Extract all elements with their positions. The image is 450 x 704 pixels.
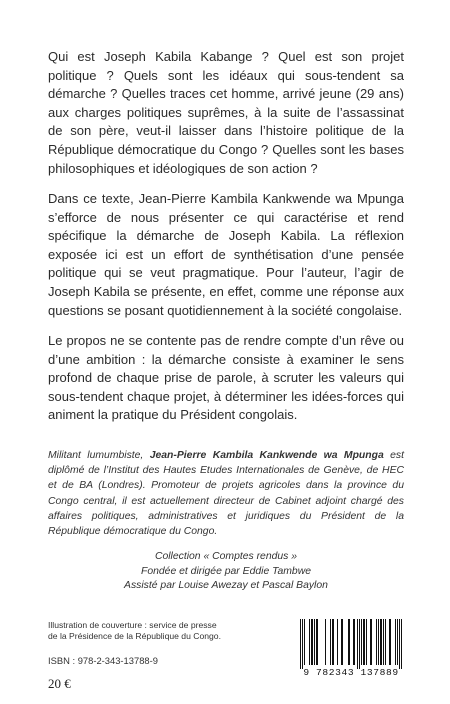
paragraph-approach: Le propos ne se contente pas de rendre compte d’un rêve ou d’une ambition : la démarche consiste à examiner le sens profond de chaque prise de parole, à scruter les valeurs qui sous-tendent chaque projet, à déterminer les idées-forces qui animent la pratique du Président congolais. — [48, 333, 404, 423]
collection-info — [48, 550, 404, 594]
barcode-bar — [363, 619, 365, 665]
barcode-bar — [399, 619, 400, 669]
cover-credit-line1: Illustration de couverture : service de presse — [48, 620, 217, 630]
barcode-bar — [330, 619, 331, 665]
cover-credit — [48, 620, 248, 642]
price: 20 € — [48, 676, 71, 691]
barcode-bar — [325, 619, 326, 665]
barcode-bar — [353, 619, 355, 665]
paragraph-intro-questions: Qui est Joseph Kabila Kabange ? Quel est son projet politique ? Quels sont les idéaux qui sous-tendent sa démarche ? Quelles traces cet homme, arrivé jeune (29 ans) aux charges politiques suprêmes, à la suite de l’assassinat de son père, veut-il laisser dans l’histoire politique de la République démocratique du Congo ? Quelles sont les bases philosophiques et idéologiques de son action ? — [48, 49, 404, 176]
author-name: Jean-Pierre Kambila Kankwende wa Mpunga — [149, 450, 384, 461]
barcode-bar — [389, 619, 391, 665]
isbn: ISBN : 978-2-343-13788-9 — [48, 655, 158, 666]
barcode-bar — [311, 619, 313, 665]
bio-lead: Militant lumumbiste, — [48, 450, 150, 461]
barcode — [292, 617, 410, 683]
barcode-number: 9 782343 137889 — [303, 667, 399, 678]
barcode-bar — [370, 619, 372, 665]
paragraph-presentation: Dans ce texte, Jean-Pierre Kambila Kankwende wa Mpunga s’efforce de nous présenter ce qui caractérise et rend spécifique la démarche de Joseph Kabila. La réflexion exposée ici est un effort de synthétisation d’une pensée politique qui se veut pragmatique. Pour l’auteur, l’agir de Joseph Kabila se présente, en effet, comme une réponse aux questions se posant quotidiennement à la société congolaise. — [48, 191, 404, 318]
collection-founder: Fondée et dirigée par Eddie Tambwe — [140, 565, 311, 577]
barcode-bars — [292, 617, 410, 669]
barcode-bar — [385, 619, 386, 665]
barcode-bar — [397, 619, 398, 665]
barcode-bar — [337, 619, 338, 665]
author-bio — [48, 448, 404, 539]
barcode-bar — [357, 619, 358, 669]
barcode-bar — [341, 619, 343, 665]
barcode-bar — [383, 619, 384, 665]
barcode-bar — [376, 619, 377, 665]
barcode-bar — [332, 619, 334, 665]
barcode-bar — [316, 619, 318, 665]
cover-credit-line2: de la Présidence de la République du Congo. — [48, 631, 221, 642]
barcode-bar — [314, 619, 315, 665]
barcode-bar — [304, 619, 305, 665]
barcode-bar — [300, 619, 301, 669]
collection-name: Collection « Comptes rendus » — [154, 551, 298, 562]
barcode-bar — [366, 619, 367, 665]
barcode-bar — [395, 619, 396, 665]
barcode-bar — [401, 619, 402, 669]
barcode-bar — [378, 619, 379, 665]
bio-rest: est diplômé de l’Institut des Hautes Etudes Internationales de Genève, de HEC et de BA (Londres). Promoteur de projets agricoles dans la province du Congo central, il est actuellement directeur de Cabinet adjoint chargé des affaires politiques, administratives et juridiques du Président de la République démocratique du Congo. — [48, 450, 405, 538]
barcode-bar — [309, 619, 310, 665]
barcode-bar — [348, 619, 350, 665]
barcode-bar — [302, 619, 303, 669]
barcode-bar — [359, 619, 360, 669]
barcode-bar — [380, 619, 382, 665]
collection-assistants: Assisté par Louise Awezay et Pascal Baylon — [124, 580, 328, 592]
barcode-bar — [361, 619, 362, 665]
